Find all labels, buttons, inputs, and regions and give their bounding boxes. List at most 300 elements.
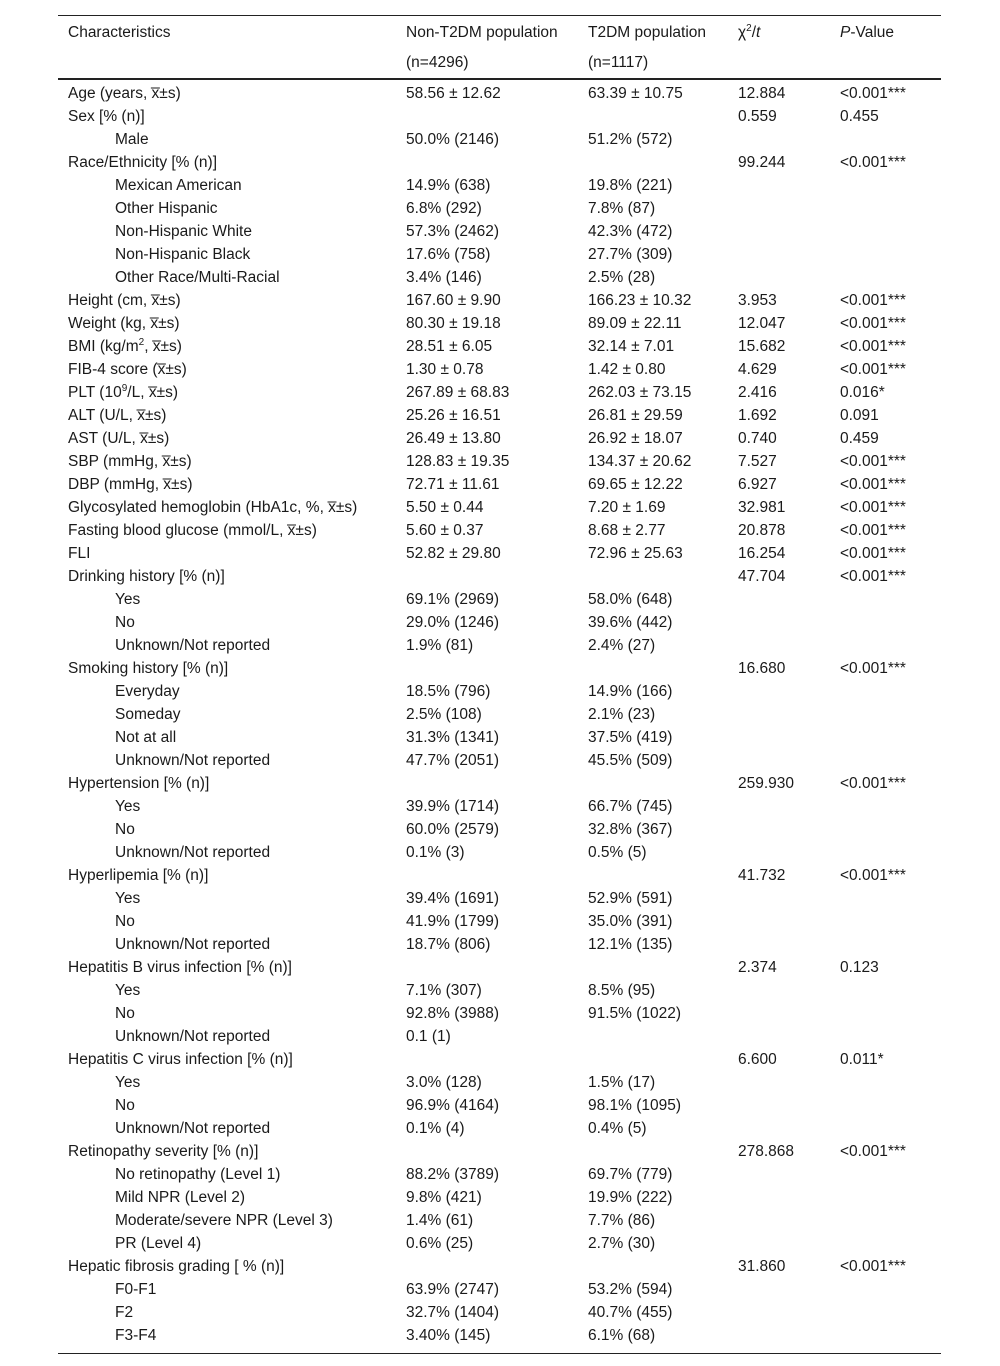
- p-value: 0.016*: [840, 384, 885, 401]
- row-sublabel: [115, 818, 135, 841]
- table-row: [58, 634, 941, 657]
- row-label-text: Unknown/Not reported: [115, 1028, 271, 1045]
- row-label-text: Everyday: [115, 683, 180, 700]
- row-label-text: FIB-4 score (x̅±s): [68, 361, 187, 378]
- row-label-text: Hyperlipemia [% (n)]: [68, 867, 209, 884]
- table-row: [58, 289, 941, 312]
- row-label-text: Unknown/Not reported: [115, 637, 271, 654]
- row-label-text: Glycosylated hemoglobin (HbA1c, %, x̅±s): [68, 499, 358, 516]
- row-label-text: Not at all: [115, 729, 177, 746]
- non-t2dm-value: 0.1% (3): [406, 844, 465, 861]
- row-label-text: Retinopathy severity [% (n)]: [68, 1143, 259, 1160]
- row-label-text: Non-Hispanic Black: [115, 246, 251, 263]
- table-row: [58, 1163, 941, 1186]
- row-label-text: Unknown/Not reported: [115, 752, 271, 769]
- t2dm-value: 39.6% (442): [588, 614, 673, 631]
- table-row: [58, 1232, 941, 1255]
- row-sublabel: [115, 1186, 245, 1209]
- table-row: [58, 404, 941, 427]
- p-value: <0.001***: [840, 315, 906, 332]
- table-row: [58, 312, 941, 335]
- statistic-value: 99.244: [738, 154, 786, 171]
- t2dm-value: 14.9% (166): [588, 683, 673, 700]
- t2dm-value: 26.92 ± 18.07: [588, 430, 683, 447]
- row-label-text: Unknown/Not reported: [115, 1120, 271, 1137]
- row-label: [68, 312, 180, 335]
- t2dm-value: 1.42 ± 0.80: [588, 361, 666, 378]
- table-row: [58, 542, 941, 565]
- non-t2dm-value: 0.6% (25): [406, 1235, 474, 1252]
- table-row: [58, 657, 941, 680]
- non-t2dm-value: 47.7% (2051): [406, 752, 500, 769]
- t2dm-value: 53.2% (594): [588, 1281, 673, 1298]
- row-sublabel: [115, 243, 250, 266]
- non-t2dm-value: 52.82 ± 29.80: [406, 545, 501, 562]
- p-value: 0.455: [840, 108, 879, 125]
- row-label-text: Drinking history [% (n)]: [68, 568, 225, 585]
- non-t2dm-value: 3.40% (145): [406, 1327, 491, 1344]
- row-label: [68, 1048, 293, 1071]
- table-row: [58, 864, 941, 887]
- table-row: [58, 979, 941, 1002]
- row-sublabel: [115, 933, 270, 956]
- row-label: [68, 335, 182, 358]
- header-t2dm: T2DM population: [588, 24, 707, 41]
- row-label: [68, 404, 166, 427]
- row-label: [68, 565, 225, 588]
- table-row: [58, 956, 941, 979]
- t2dm-value: 134.37 ± 20.62: [588, 453, 692, 470]
- non-t2dm-value: 63.9% (2747): [406, 1281, 500, 1298]
- header-statistic: [738, 21, 760, 44]
- t2dm-value: 51.2% (572): [588, 131, 673, 148]
- row-sublabel: [115, 795, 140, 818]
- t2dm-value: 2.7% (30): [588, 1235, 656, 1252]
- row-label-text: Unknown/Not reported: [115, 844, 271, 861]
- row-sublabel: [115, 634, 270, 657]
- statistic-value: 3.953: [738, 292, 777, 309]
- row-label-superscript: 2: [138, 337, 145, 348]
- row-sublabel: [115, 266, 280, 289]
- table-row: [58, 887, 941, 910]
- header-slash: /: [751, 24, 757, 41]
- non-t2dm-value: 128.83 ± 19.35: [406, 453, 510, 470]
- row-sublabel: [115, 1163, 280, 1186]
- table-row: [58, 519, 941, 542]
- t2dm-value: 32.8% (367): [588, 821, 673, 838]
- non-t2dm-value: 39.9% (1714): [406, 798, 500, 815]
- header-p-value: [840, 21, 894, 44]
- row-sublabel: [115, 1071, 140, 1094]
- non-t2dm-value: 7.1% (307): [406, 982, 482, 999]
- non-t2dm-value: 9.8% (421): [406, 1189, 482, 1206]
- header-value: -Value: [850, 24, 894, 41]
- table-body: [58, 80, 941, 1353]
- row-label-text: Hepatitis B virus infection [% (n)]: [68, 959, 292, 976]
- table-row: [58, 450, 941, 473]
- row-label-text: PLT (10: [68, 384, 122, 401]
- non-t2dm-value: 39.4% (1691): [406, 890, 500, 907]
- statistic-value: 31.860: [738, 1258, 786, 1275]
- non-t2dm-value: 80.30 ± 19.18: [406, 315, 501, 332]
- row-label-text: Someday: [115, 706, 181, 723]
- p-value: <0.001***: [840, 545, 906, 562]
- row-sublabel: [115, 1278, 156, 1301]
- statistic-value: 12.047: [738, 315, 786, 332]
- row-label-text: Other Hispanic: [115, 200, 218, 217]
- p-value: <0.001***: [840, 867, 906, 884]
- non-t2dm-value: 3.4% (146): [406, 269, 482, 286]
- table-row: [58, 82, 941, 105]
- t2dm-value: 27.7% (309): [588, 246, 673, 263]
- row-label-text: SBP (mmHg, x̅±s): [68, 453, 192, 470]
- p-value: <0.001***: [840, 453, 906, 470]
- non-t2dm-value: 96.9% (4164): [406, 1097, 500, 1114]
- table-row: [58, 496, 941, 519]
- row-sublabel: [115, 726, 176, 749]
- table-row: [58, 381, 941, 404]
- t2dm-value: 91.5% (1022): [588, 1005, 682, 1022]
- p-value: <0.001***: [840, 568, 906, 585]
- header-chi: χ: [738, 24, 747, 41]
- statistic-value: 2.374: [738, 959, 777, 976]
- row-label-text: Yes: [115, 1074, 141, 1091]
- row-label-text: Hepatic fibrosis grading [ % (n)]: [68, 1258, 285, 1275]
- t2dm-value: 69.65 ± 12.22: [588, 476, 683, 493]
- statistic-value: 2.416: [738, 384, 777, 401]
- row-label: [68, 519, 317, 542]
- non-t2dm-value: 58.56 ± 12.62: [406, 85, 501, 102]
- row-label-text: Yes: [115, 890, 141, 907]
- table-row: [58, 1094, 941, 1117]
- row-label: [68, 473, 192, 496]
- table-row: [58, 772, 941, 795]
- row-label-text: Mexican American: [115, 177, 242, 194]
- table-row: [58, 910, 941, 933]
- table-row: [58, 565, 941, 588]
- non-t2dm-value: 29.0% (1246): [406, 614, 500, 631]
- statistic-value: 47.704: [738, 568, 786, 585]
- non-t2dm-value: 69.1% (2969): [406, 591, 500, 608]
- row-sublabel: [115, 588, 140, 611]
- table-row: [58, 197, 941, 220]
- table-row: [58, 1255, 941, 1278]
- table-row: [58, 1186, 941, 1209]
- statistic-value: 20.878: [738, 522, 786, 539]
- row-label: [68, 496, 357, 519]
- non-t2dm-value: 50.0% (2146): [406, 131, 500, 148]
- row-label-text: F2: [115, 1304, 134, 1321]
- header-row: [58, 21, 941, 44]
- table-row: [58, 1278, 941, 1301]
- p-value: <0.001***: [840, 775, 906, 792]
- t2dm-value: 2.4% (27): [588, 637, 656, 654]
- row-label-text: FLI: [68, 545, 91, 562]
- row-label: [68, 772, 209, 795]
- table-row: [58, 473, 941, 496]
- non-t2dm-value: 267.89 ± 68.83: [406, 384, 510, 401]
- t2dm-value: 8.68 ± 2.77: [588, 522, 666, 539]
- row-sublabel: [115, 887, 140, 910]
- t2dm-value: 45.5% (509): [588, 752, 673, 769]
- t2dm-value: 66.7% (745): [588, 798, 673, 815]
- p-value: <0.001***: [840, 660, 906, 677]
- row-sublabel: [115, 220, 252, 243]
- table-row: [58, 1002, 941, 1025]
- table-row: [58, 1071, 941, 1094]
- row-label-text: No retinopathy (Level 1): [115, 1166, 281, 1183]
- statistic-value: 6.927: [738, 476, 777, 493]
- row-label: [68, 1140, 258, 1163]
- p-value: <0.001***: [840, 476, 906, 493]
- p-value: 0.123: [840, 959, 879, 976]
- row-label-text: Smoking history [% (n)]: [68, 660, 229, 677]
- non-t2dm-value: 5.60 ± 0.37: [406, 522, 484, 539]
- p-value: <0.001***: [840, 522, 906, 539]
- table-header: [58, 16, 941, 80]
- row-sublabel: [115, 1117, 270, 1140]
- t2dm-value: 19.8% (221): [588, 177, 673, 194]
- row-sublabel: [115, 841, 270, 864]
- row-sublabel: [115, 1209, 333, 1232]
- non-t2dm-value: 2.5% (108): [406, 706, 482, 723]
- p-value: 0.459: [840, 430, 879, 447]
- header-p: P: [840, 24, 851, 41]
- t2dm-value: 7.20 ± 1.69: [588, 499, 666, 516]
- header-t2dm-n: (n=1117): [588, 54, 649, 71]
- row-label-text: No: [115, 821, 135, 838]
- statistic-value: 0.740: [738, 430, 777, 447]
- t2dm-value: 1.5% (17): [588, 1074, 656, 1091]
- table-row: [58, 151, 941, 174]
- header-characteristics: Characteristics: [68, 24, 171, 41]
- p-value: <0.001***: [840, 292, 906, 309]
- statistic-value: 41.732: [738, 867, 786, 884]
- table-row: [58, 1324, 941, 1347]
- row-label-text: No: [115, 614, 135, 631]
- row-sublabel: [115, 1094, 135, 1117]
- row-sublabel: [115, 979, 140, 1002]
- row-label: [68, 358, 187, 381]
- row-label: [68, 381, 178, 404]
- non-t2dm-value: 60.0% (2579): [406, 821, 500, 838]
- non-t2dm-value: 31.3% (1341): [406, 729, 500, 746]
- table-row: [58, 1117, 941, 1140]
- table-row: [58, 703, 941, 726]
- t2dm-value: 19.9% (222): [588, 1189, 673, 1206]
- non-t2dm-value: 0.1 (1): [406, 1028, 451, 1045]
- t2dm-value: 32.14 ± 7.01: [588, 338, 675, 355]
- non-t2dm-value: 18.5% (796): [406, 683, 491, 700]
- non-t2dm-value: 0.1% (4): [406, 1120, 465, 1137]
- row-label: [68, 657, 228, 680]
- row-sublabel: [115, 749, 270, 772]
- table-row: [58, 335, 941, 358]
- row-label-text: PR (Level 4): [115, 1235, 202, 1252]
- row-label: [68, 450, 192, 473]
- row-label-text: Hypertension [% (n)]: [68, 775, 210, 792]
- row-label: [68, 864, 208, 887]
- non-t2dm-value: 57.3% (2462): [406, 223, 500, 240]
- statistic-value: 16.680: [738, 660, 786, 677]
- row-label-text: Fasting blood glucose (mmol/L, x̅±s): [68, 522, 317, 539]
- row-sublabel: [115, 1025, 270, 1048]
- row-label-text: BMI (kg/m: [68, 338, 139, 355]
- row-label-text: Yes: [115, 982, 141, 999]
- row-label: [68, 151, 217, 174]
- row-label-superscript: 9: [121, 383, 128, 394]
- t2dm-value: 2.5% (28): [588, 269, 656, 286]
- t2dm-value: 262.03 ± 73.15: [588, 384, 692, 401]
- p-value: <0.001***: [840, 1258, 906, 1275]
- p-value: <0.001***: [840, 338, 906, 355]
- table-row: [58, 220, 941, 243]
- non-t2dm-value: 1.9% (81): [406, 637, 474, 654]
- table-row: [58, 243, 941, 266]
- statistic-value: 16.254: [738, 545, 786, 562]
- statistic-value: 0.559: [738, 108, 777, 125]
- t2dm-value: 7.8% (87): [588, 200, 656, 217]
- t2dm-value: 37.5% (419): [588, 729, 673, 746]
- non-t2dm-value: 17.6% (758): [406, 246, 491, 263]
- table-row: [58, 680, 941, 703]
- non-t2dm-value: 26.49 ± 13.80: [406, 430, 501, 447]
- row-label: [68, 105, 145, 128]
- statistic-value: 32.981: [738, 499, 786, 516]
- header-non-t2dm-n: (n=4296): [406, 54, 469, 71]
- t2dm-value: 72.96 ± 25.63: [588, 545, 683, 562]
- t2dm-value: 58.0% (648): [588, 591, 673, 608]
- p-value: <0.001***: [840, 85, 906, 102]
- table-row: [58, 749, 941, 772]
- header-chi-sup: 2: [746, 23, 752, 34]
- row-label-text: Age (years, x̅±s): [68, 85, 181, 102]
- row-label-text: Male: [115, 131, 149, 148]
- row-label-text: No: [115, 913, 135, 930]
- non-t2dm-value: 6.8% (292): [406, 200, 482, 217]
- t2dm-value: 7.7% (86): [588, 1212, 656, 1229]
- row-sublabel: [115, 1301, 133, 1324]
- table-row: [58, 1140, 941, 1163]
- row-sublabel: [115, 703, 180, 726]
- row-sublabel: [115, 1232, 201, 1255]
- t2dm-value: 52.9% (591): [588, 890, 673, 907]
- row-label-text: ALT (U/L, x̅±s): [68, 407, 167, 424]
- non-t2dm-value: 18.7% (806): [406, 936, 491, 953]
- p-value: 0.091: [840, 407, 879, 424]
- p-value: 0.011*: [840, 1051, 884, 1068]
- table-row: [58, 128, 941, 151]
- row-label-text: F3-F4: [115, 1327, 157, 1344]
- table-row: [58, 266, 941, 289]
- non-t2dm-value: 41.9% (1799): [406, 913, 500, 930]
- p-value: <0.001***: [840, 1143, 906, 1160]
- t2dm-value: 6.1% (68): [588, 1327, 656, 1344]
- row-label-text: AST (U/L, x̅±s): [68, 430, 170, 447]
- t2dm-value: 89.09 ± 22.11: [588, 315, 682, 332]
- table-row: [58, 933, 941, 956]
- t2dm-value: 63.39 ± 10.75: [588, 85, 683, 102]
- t2dm-value: 42.3% (472): [588, 223, 673, 240]
- t2dm-value: 12.1% (135): [588, 936, 673, 953]
- table-row: [58, 611, 941, 634]
- table-row: [58, 1301, 941, 1324]
- header-row-n: [58, 51, 941, 74]
- row-label: [68, 1255, 284, 1278]
- non-t2dm-value: 3.0% (128): [406, 1074, 482, 1091]
- table-row: [58, 105, 941, 128]
- statistic-value: 259.930: [738, 775, 795, 792]
- row-label-text: Unknown/Not reported: [115, 936, 271, 953]
- row-sublabel: [115, 1324, 156, 1347]
- table-row: [58, 726, 941, 749]
- statistic-value: 4.629: [738, 361, 777, 378]
- row-sublabel: [115, 174, 242, 197]
- table-row: [58, 1209, 941, 1232]
- t2dm-value: 0.5% (5): [588, 844, 647, 861]
- t2dm-value: 2.1% (23): [588, 706, 656, 723]
- p-value: <0.001***: [840, 361, 906, 378]
- row-label-text: Non-Hispanic White: [115, 223, 252, 240]
- row-sublabel: [115, 197, 218, 220]
- non-t2dm-value: 32.7% (1404): [406, 1304, 500, 1321]
- statistic-value: 15.682: [738, 338, 786, 355]
- statistic-value: 6.600: [738, 1051, 777, 1068]
- header-non-t2dm: Non-T2DM population: [406, 24, 558, 41]
- non-t2dm-value: 1.4% (61): [406, 1212, 474, 1229]
- t2dm-value: 35.0% (391): [588, 913, 673, 930]
- row-sublabel: [115, 680, 180, 703]
- table-row: [58, 427, 941, 450]
- t2dm-value: 40.7% (455): [588, 1304, 673, 1321]
- row-label-text: Yes: [115, 591, 141, 608]
- row-label-text: DBP (mmHg, x̅±s): [68, 476, 193, 493]
- row-label-text: Yes: [115, 798, 141, 815]
- row-sublabel: [115, 1002, 135, 1025]
- table-row: [58, 1048, 941, 1071]
- non-t2dm-value: 167.60 ± 9.90: [406, 292, 501, 309]
- row-sublabel: [115, 611, 135, 634]
- non-t2dm-value: 5.50 ± 0.44: [406, 499, 484, 516]
- row-label-text: Weight (kg, x̅±s): [68, 315, 180, 332]
- non-t2dm-value: 28.51 ± 6.05: [406, 338, 493, 355]
- table-row: [58, 795, 941, 818]
- t2dm-value: 26.81 ± 29.59: [588, 407, 683, 424]
- table-row: [58, 818, 941, 841]
- statistic-value: 278.868: [738, 1143, 795, 1160]
- p-value: <0.001***: [840, 154, 906, 171]
- row-label: [68, 289, 181, 312]
- statistic-value: 7.527: [738, 453, 777, 470]
- non-t2dm-value: 72.71 ± 11.61: [406, 476, 500, 493]
- row-label: [68, 427, 169, 450]
- table-row: [58, 358, 941, 381]
- row-label-text: Moderate/severe NPR (Level 3): [115, 1212, 333, 1229]
- statistic-value: 1.692: [738, 407, 777, 424]
- row-sublabel: [115, 910, 135, 933]
- t2dm-value: 166.23 ± 10.32: [588, 292, 692, 309]
- table-row: [58, 588, 941, 611]
- row-label-text: Hepatitis C virus infection [% (n)]: [68, 1051, 293, 1068]
- table-row: [58, 1025, 941, 1048]
- p-value: <0.001***: [840, 499, 906, 516]
- row-label-text: Height (cm, x̅±s): [68, 292, 181, 309]
- non-t2dm-value: 25.26 ± 16.51: [406, 407, 501, 424]
- row-label: [68, 542, 90, 565]
- t2dm-value: 8.5% (95): [588, 982, 656, 999]
- row-label-text: Other Race/Multi-Racial: [115, 269, 280, 286]
- header-t: t: [756, 24, 761, 41]
